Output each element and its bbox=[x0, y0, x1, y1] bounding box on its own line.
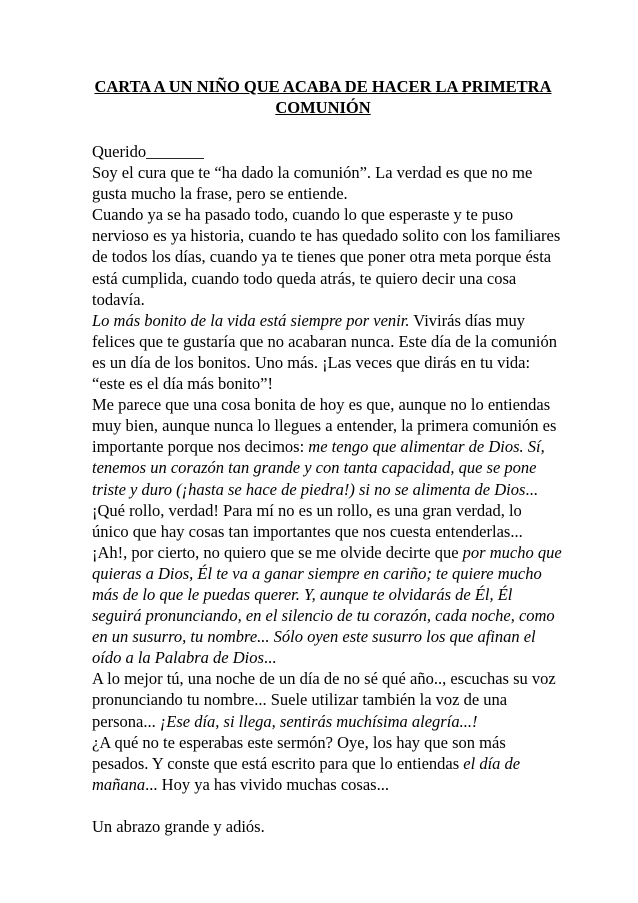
document-title: CARTA A UN NIÑO QUE ACABA DE HACER LA PRIMETRA COMUNIÓN bbox=[94, 77, 552, 117]
paragraph-text: ... bbox=[263, 648, 277, 668]
paragraph bbox=[92, 542, 562, 669]
greeting: Querido_______ bbox=[92, 142, 204, 161]
paragraph-text: ... bbox=[525, 479, 538, 499]
closing: Un abrazo grande y adiós. bbox=[92, 817, 265, 836]
paragraph-text: ... Hoy ya has vivido muchas cosas... bbox=[145, 774, 389, 794]
paragraph-text: Me parece que una cosa bonita de hoy es que, aunque no lo entiendas muy bien, aunque nunca lo llegues a entender, la primera comunión es importante porque nos decimos: bbox=[92, 395, 557, 457]
italic-text: me tengo que alimentar de Dios. Sí, tenemos un corazón tan grande y con tanta capacidad, que se pone triste y duro (¡hasta se hace de piedra!) si no se alimenta de Dios bbox=[92, 437, 545, 499]
letter-body bbox=[92, 141, 562, 837]
paragraph bbox=[92, 500, 562, 542]
paragraph-text: A lo mejor tú, una noche de un día de no sé qué año.., escuchas su voz pronunciando tu nombre... Suele utilizar también la voz de una persona... bbox=[92, 669, 556, 731]
italic-text: Lo más bonito de la vida está siempre por venir. bbox=[92, 310, 410, 330]
paragraph bbox=[92, 732, 562, 795]
italic-text: ¡Ese día, si llega, sentirás muchísima alegría...! bbox=[159, 711, 478, 731]
paragraph-text: Cuando ya se ha pasado todo, cuando lo que esperaste y te puso nervioso es ya historia, cuando te has quedado solito con los familiares de todos los días, cuando ya te tienes que poner otra meta porque ésta está cumplida, cuando todo queda atrás, te quiero decir una cosa todavía. bbox=[92, 205, 561, 309]
paragraph-text: ¡Qué rollo, verdad! Para mí no es un rollo, es una gran verdad, lo único que hay cosas tan importantes que nos cuesta entenderlas... bbox=[92, 500, 523, 541]
paragraph-text: Soy el cura que te “ha dado la comunión”. La verdad es que no me gusta mucho la frase, pero se entiende. bbox=[92, 163, 533, 204]
italic-text: el día de mañana bbox=[92, 753, 521, 794]
paragraph-text: ¡Ah!, por cierto, no quiero que se me olvide decirte que bbox=[92, 542, 463, 562]
paragraph-text: Vivirás días muy felices que te gustaría que no acabaran nunca. Este día de la comunión es un día de los bonitos. Uno más. ¡Las veces que dirás en tu vida: “este es el día más bonito”! bbox=[92, 310, 558, 394]
paragraph bbox=[92, 668, 562, 731]
paragraph-text: ¿A qué no te esperabas este sermón? Oye, los hay que son más pesados. Y conste que está escrito para que lo entiendas bbox=[92, 732, 506, 773]
blank-line bbox=[92, 795, 562, 816]
letter-paragraphs bbox=[92, 162, 562, 795]
paragraph bbox=[92, 162, 562, 204]
paragraph bbox=[92, 310, 562, 394]
italic-text: por mucho que quieras a Dios, Él te va a ganar siempre en cariño; te quiere mucho más de lo que le puedas querer. Y, aunque te olvidarás de Él, Él seguirá pronunciando, en el silencio de tu corazón, cada noche, como en un susurro, tu nombre... Sólo oyen este susurro los que afinan el oído a la Palabra de Dios bbox=[92, 542, 562, 668]
paragraph bbox=[92, 204, 562, 309]
paragraph bbox=[92, 394, 562, 499]
